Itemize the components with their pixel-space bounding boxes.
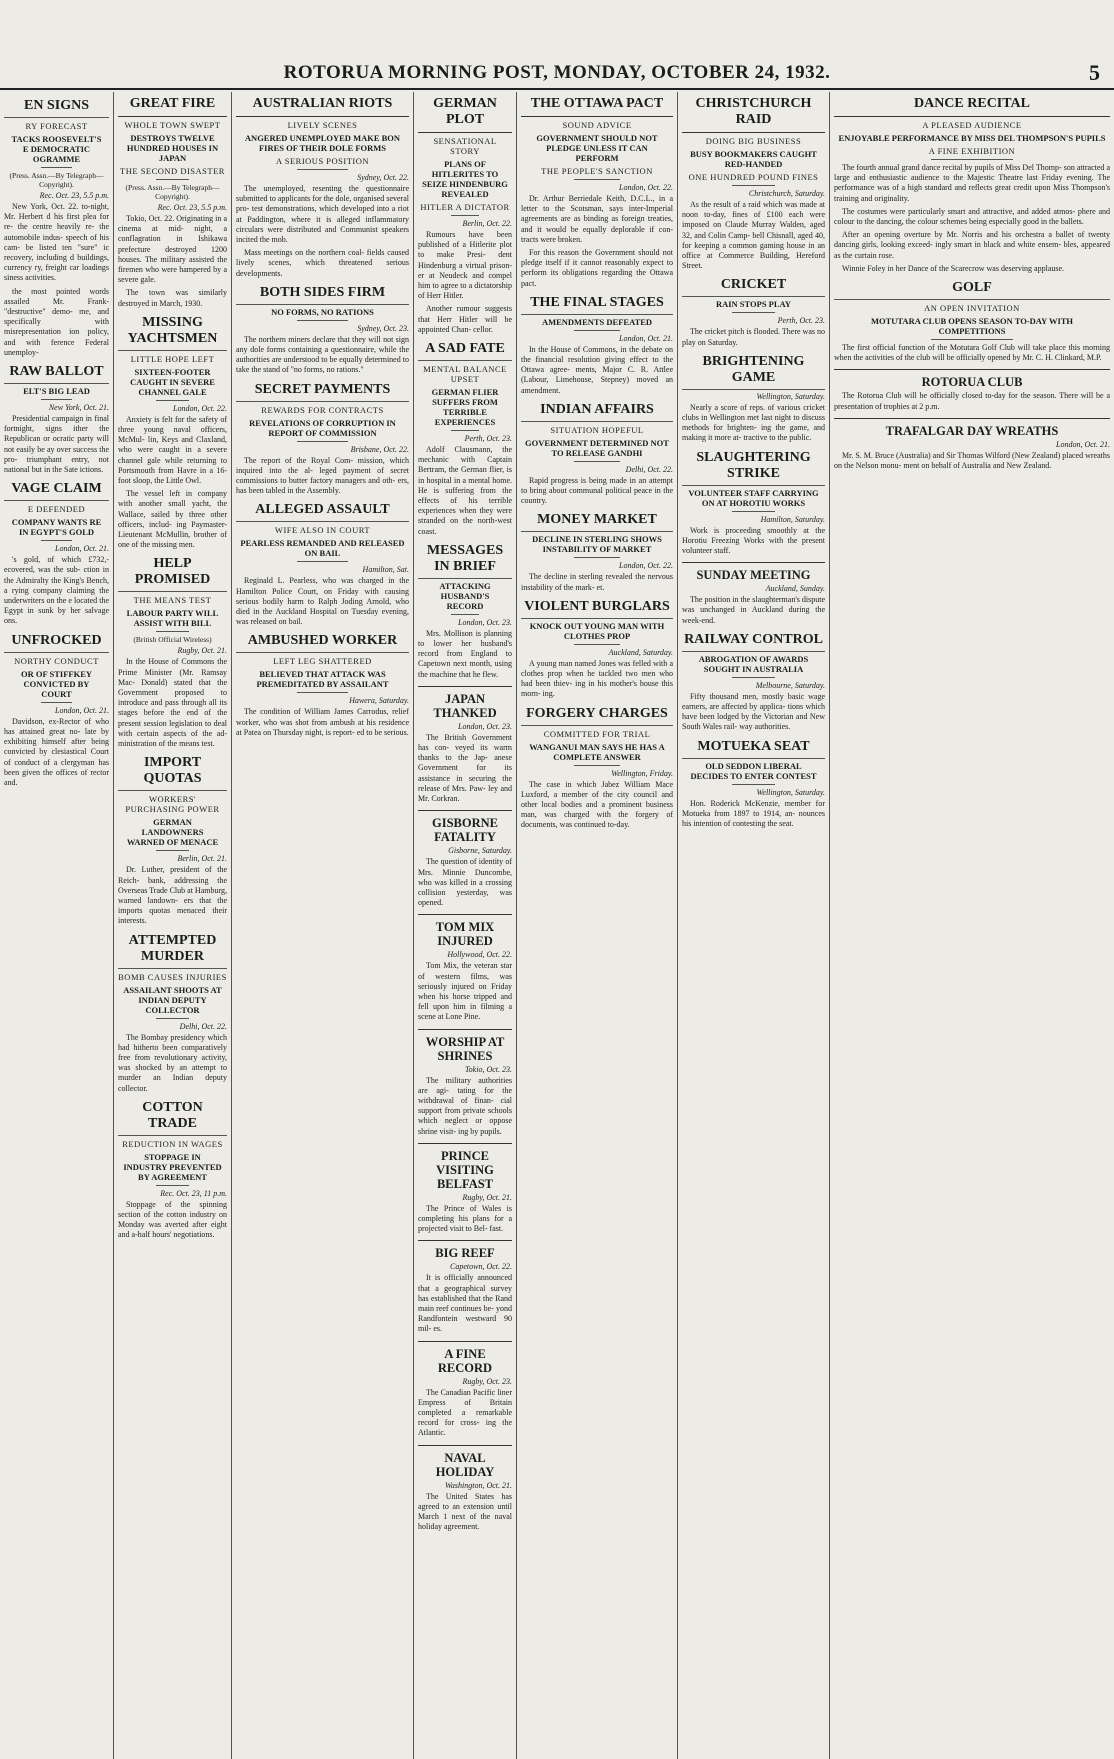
- dateline: Capetown, Oct. 22.: [450, 1262, 512, 1272]
- article-subhead: DOING BIG BUSINESS: [705, 136, 802, 146]
- short-rule: [156, 1018, 189, 1019]
- article-subhead: ONE HUNDRED POUND FINES: [688, 172, 819, 182]
- article-subhead: REWARDS FOR CONTRACTS: [261, 404, 384, 415]
- article-deck: AMENDMENTS DEFEATED: [541, 316, 653, 327]
- body-paragraph: The Prince of Wales is completing his plans for a projected visit to Bel- fast.: [418, 1203, 512, 1234]
- body-paragraph: The report of the Royal Com- mission, which inquired into the al- leged payment of secret commissions to butter factory managers and oth- ers, has been tabled in the Assembly.: [236, 455, 409, 496]
- column-header: THE OTTAWA PACT: [521, 92, 673, 117]
- short-rule: [931, 159, 1014, 160]
- body-paragraph: The fourth annual grand dance recital by pupils of Miss Del Thomp- son attracted a large and enthusiastic audience to the Majestic Theatre last Friday evening. The performance was of a high standard and reflects great credit upon Miss Thompson's training and originality.: [834, 163, 1110, 203]
- article: [418, 1143, 512, 1235]
- article-headline: RAILWAY CONTROL: [682, 632, 825, 652]
- body-paragraph: Mass meetings on the northern coal- fields caused lively scenes, which threatened serious developments.: [236, 248, 409, 278]
- article-subhead: SENSATIONAL STORY: [433, 136, 497, 156]
- column: [232, 92, 414, 1759]
- article: [834, 120, 1110, 274]
- article-headline: BRIGHTENING GAME: [682, 354, 825, 390]
- article-divider: [834, 369, 1110, 370]
- article-subhead: THE PEOPLE'S SANCTION: [541, 166, 653, 176]
- article-headline: BIG REEF: [435, 1246, 495, 1261]
- body-paragraph: The Canadian Pacific liner Empress of Britain completed a remarkable record for cross- ing the Atlantic.: [418, 1387, 512, 1438]
- article: [521, 120, 673, 289]
- article-deck: GOVERNMENT DETERMINED NOT TO RELEASE GANDHI: [525, 437, 669, 458]
- dateline: Sydney, Oct. 23.: [357, 323, 409, 333]
- dateline: Rec. Oct. 23, 11 p.m.: [160, 1188, 227, 1198]
- body-paragraph: Mrs. Mollison is planning to lower her husband's record from England to Capetown next month, using the machine that he flew.: [418, 628, 512, 679]
- body-paragraph: 's gold, of which £732,- ecovered, was the sub- ction in the Admiralty the King's Bench, a rying company claiming the underwriters on the e located the Egypt in sunk by her salvage ons.: [4, 555, 109, 626]
- dateline: Christchurch, Saturday.: [748, 189, 825, 198]
- body-paragraph: The vessel left in company with another small yacht, the Wallace, sailed by three other officers, includ- ing Paymaster-Lieutenant McMullin, brother of one of the missing men.: [118, 489, 227, 550]
- dateline: New York, Oct. 21.: [48, 403, 109, 413]
- short-rule: [451, 215, 479, 216]
- article-headline: VAGE CLAIM: [4, 481, 109, 501]
- article-deck: ELT'S BIG LEAD: [23, 386, 90, 397]
- short-rule: [931, 339, 1014, 340]
- body-paragraph: Stoppage of the spinning section of the cotton industry on Monday was averted after eight and a-half hours' negotiations.: [118, 1199, 227, 1240]
- article-subhead: REDUCTION IN WAGES: [122, 1138, 223, 1149]
- article: [4, 481, 109, 626]
- short-rule: [574, 557, 620, 558]
- article-deck: ENJOYABLE PERFORMANCE BY MISS DEL THOMPSON'S PUPILS: [838, 133, 1106, 143]
- dateline: Delhi, Oct. 22.: [179, 1021, 227, 1031]
- body-paragraph: Dr. Luther, president of the Reich- bank, addressing the Overseas Trade Club at Hamburg, warned landown- ers that the imports quotas menaced their interests.: [118, 865, 227, 926]
- article-divider: [418, 1445, 512, 1446]
- body-paragraph: Tom Mix, the veteran star of western films, was seriously injured on Friday when his horse tripped and fell upon him in filming a scene at Lone Pine.: [418, 961, 512, 1022]
- article-headline: ROTORUA CLUB: [921, 375, 1023, 390]
- article-subhead: A SERIOUS POSITION: [275, 156, 370, 166]
- body-paragraph: Fifty thousand men, mostly basic wage earners, are affected by applica- tions which have been lodged by the Victorian and New South Wales rail- way authorities.: [682, 691, 825, 732]
- article-deck: TACKS ROOSEVELT'S E DEMOCRATIC OGRAMME: [11, 134, 102, 164]
- article-subhead: THE SECOND DISASTER: [120, 166, 225, 176]
- article-headline: SECRET PAYMENTS: [236, 382, 409, 402]
- article: [4, 364, 109, 475]
- short-rule: [297, 692, 349, 693]
- article: [118, 120, 227, 309]
- article-deck: PLANS OF HITLERITES TO SEIZE HINDENBURG REVEALED: [422, 159, 508, 199]
- body-paragraph: In the House of Commons, in the debate on the financial resolution giving effect to the Ottawa agree- ments, Major C. R. Attlee (Labour, Limehouse, Stepney) moved an amendment.: [521, 344, 673, 395]
- article: [418, 1240, 512, 1334]
- body-paragraph: Mr. S. M. Bruce (Australia) and Sir Thomas Wilford (New Zealand) placed wreaths on the Nelson monu- ment on behalf of Australia and New Zealand.: [834, 450, 1110, 471]
- article-subhead: A FINE EXHIBITION: [928, 146, 1016, 156]
- body-paragraph: For this reason the Government should not pledge itself if it cannot reasonably expect to perform its obligations regarding the Ottawa pact.: [521, 248, 673, 288]
- article-headline: TRAFALGAR DAY WREATHS: [885, 423, 1059, 438]
- short-rule: [41, 399, 73, 400]
- article-divider: [418, 1143, 512, 1144]
- short-rule: [156, 1185, 189, 1186]
- body-paragraph: Hon. Roderick McKenzie, member for Motueka from 1897 to 1914, an- nounces his intention of contesting the seat.: [682, 798, 825, 829]
- article-headline: RAW BALLOT: [4, 364, 109, 384]
- body-paragraph: Davidson, ex-Rector of who has attained great no- late by exhibiting himself after being convicted by clesiastical Court of conduct of a clergyman has been given the offices of rector and.: [4, 716, 109, 787]
- article-divider: [418, 810, 512, 811]
- short-rule: [574, 461, 620, 462]
- short-rule: [732, 511, 775, 512]
- dateline: London, Oct. 21.: [55, 544, 109, 554]
- article-deck: OR OF STIFFKEY CONVICTED BY COURT: [21, 668, 92, 699]
- article-deck: STOPPAGE IN INDUSTRY PREVENTED BY AGREEMENT: [123, 1151, 222, 1182]
- dateline: Hollywood, Oct. 22.: [447, 950, 512, 960]
- dateline: Gisborne, Saturday.: [448, 846, 512, 856]
- body-paragraph: Another rumour suggests that Herr Hitler will be appointed Chan- cellor.: [418, 304, 512, 334]
- article: [236, 382, 409, 497]
- dateline: Perth, Oct. 23.: [464, 434, 512, 444]
- article-deck: WANGANUI MAN SAYS HE HAS A COMPLETE ANSWER: [529, 741, 665, 762]
- column: [414, 92, 517, 1759]
- dateline: Brisbane, Oct. 22.: [350, 444, 409, 454]
- body-paragraph: The Rotorua Club will be officially closed to-day for the season. There will be a presentation of trophies at 2 p.m.: [834, 391, 1110, 411]
- column-header: AUSTRALIAN RIOTS: [236, 92, 409, 117]
- article: [236, 502, 409, 627]
- article: [682, 136, 825, 271]
- body-paragraph: A young man named Jones was felled with a clothes prop when he tackled two men who had been thiev- ing in his mother's house this morn- ing.: [521, 658, 673, 699]
- article: [834, 280, 1110, 363]
- article-headline: FORGERY CHARGES: [521, 706, 673, 726]
- article-subhead: WORKERS' PURCHASING POWER: [125, 794, 220, 815]
- article-subhead: WHOLE TOWN SWEPT: [124, 120, 221, 130]
- body-paragraph: In the House of Commons the Prime Minister (Mr. Ramsay Mac- Donald) stated that the Government proposed to introduce and pass through all its stages before the end of the present session legislation to deal with certain aspects of the ad- ministration of the means test.: [118, 657, 227, 749]
- article-subhead: RY FORECAST: [25, 121, 88, 131]
- short-rule: [156, 850, 189, 851]
- article-headline: JAPAN THANKED: [433, 691, 497, 720]
- column: [517, 92, 678, 1759]
- body-paragraph: The decline in sterling revealed the nervous instability of the mark- et.: [521, 572, 673, 592]
- article-deck: REVELATIONS OF CORRUPTION IN REPORT OF COMMISSION: [249, 417, 396, 438]
- short-rule: [732, 312, 775, 313]
- wire-credit: (British Official Wireless): [133, 635, 212, 645]
- article: [118, 315, 227, 551]
- short-rule: [574, 765, 620, 766]
- short-rule: [451, 430, 479, 431]
- article-deck: COMPANY WANTS RE IN EGYPT'S GOLD: [11, 517, 102, 538]
- article-divider: [418, 1240, 512, 1241]
- dateline: Tokio, Oct. 23.: [464, 1064, 512, 1074]
- article: [521, 512, 673, 592]
- body-paragraph: It is officially announced that a geographical survey has established that the Rand main reef continues be- yond Randfontein westward 90 mil- es.: [418, 1273, 512, 1334]
- article-divider: [418, 686, 512, 687]
- dateline: Auckland, Sunday.: [765, 584, 825, 594]
- article: [682, 277, 825, 347]
- article-deck: ANGERED UNEMPLOYED MAKE BON FIRES OF THEIR DOLE FORMS: [244, 133, 401, 153]
- article-deck: GERMAN LANDOWNERS WARNED OF MENACE: [126, 817, 219, 848]
- dateline: Hamilton, Sat.: [362, 565, 409, 575]
- article-subhead: SOUND ADVICE: [562, 120, 632, 130]
- article-deck: ATTACKING HUSBAND'S RECORD: [439, 580, 491, 611]
- article: [4, 98, 109, 358]
- article-headline: THE FINAL STAGES: [521, 295, 673, 315]
- article: [682, 739, 825, 830]
- article: [118, 1100, 227, 1241]
- body-paragraph: The unemployed, resenting the questionnaire submitted to applicants for the dole, organised several pro- test demonstrations, which developed into a riot at Paddington, where it is alleged inflammatory circulars were distributed and Communist speakers incited the mob.: [236, 184, 409, 245]
- article-headline: A SAD FATE: [418, 341, 512, 361]
- column: [678, 92, 830, 1759]
- article-deck: BUSY BOOKMAKERS CAUGHT RED-HANDED: [690, 149, 817, 169]
- article-headline: WORSHIP AT SHRINES: [425, 1034, 505, 1063]
- body-paragraph: Presidential campaign in final fortnight, signs ither the Republican or ocratic party will not easily be ay over success the pro- triumphant entry, not national but in the Sate ictions.: [4, 414, 109, 475]
- dateline: Washington, Oct. 21.: [444, 1480, 512, 1490]
- article-subhead: THE MEANS TEST: [133, 595, 212, 606]
- short-rule: [451, 614, 479, 615]
- article-headline: MESSAGES IN BRIEF: [418, 543, 512, 579]
- dateline: Rugby, Oct. 23.: [462, 1376, 512, 1386]
- short-rule: [732, 784, 775, 785]
- body-paragraph: Winnie Foley in her Dance of the Scarecrow was deserving applause.: [842, 263, 1065, 273]
- article-headline: CRICKET: [682, 277, 825, 297]
- article-subhead: LITTLE HOPE LEFT: [130, 353, 215, 364]
- article-subhead: E DEFENDED: [27, 504, 86, 515]
- article: [4, 633, 109, 788]
- article-headline: AMBUSHED WORKER: [236, 633, 409, 653]
- article-deck: DESTROYS TWELVE HUNDRED HOUSES IN JAPAN: [126, 133, 219, 163]
- article-headline: TOM MIX INJURED: [435, 920, 495, 949]
- article: [682, 562, 825, 626]
- article: [521, 599, 673, 700]
- column-header: GREAT FIRE: [118, 92, 227, 117]
- column-header: GERMAN PLOT: [418, 92, 512, 133]
- body-paragraph: Anxiety is felt for the safety of three young naval officers, McMul- lin, Keys and Claxland, who were caught in a severe channel gale while returning to Portsmouth from Havre in a 16-foot sloop, the Little Owl.: [118, 414, 227, 486]
- article: [236, 285, 409, 376]
- wire-credit: (Press. Assn.—By Telegraph—Copyright).: [125, 183, 220, 201]
- masthead: [0, 58, 1114, 90]
- body-paragraph: Nearly a score of reps. of various cricket clubs in Wellington met last night to discuss methods for brighten- ing the game, and making it more at- tractive to the public.: [682, 402, 825, 443]
- dateline: Wellington, Saturday.: [756, 391, 825, 401]
- article-subhead: SITUATION HOPEFUL: [550, 424, 644, 435]
- body-paragraph: Work is proceeding smoothly at the Horotiu Freezing Works with the present volunteer staff.: [682, 525, 825, 556]
- article-subhead: BOMB CAUSES INJURIES: [118, 971, 227, 982]
- column-header: DANCE RECITAL: [834, 92, 1110, 117]
- article: [418, 1029, 512, 1137]
- body-paragraph: the most pointed words assailed Mr. Frank- "destructive" demo- me, and specifically with misrepresentation ion policy, and with ference Federal unemploy-: [4, 286, 109, 357]
- dateline: Rec. Oct. 23, 5.5 p.m.: [39, 191, 109, 200]
- article: [418, 914, 512, 1022]
- short-rule: [41, 540, 73, 541]
- body-paragraph: The costumes were particularly smart and attractive, and added atmos- phere and colour to the dancing, the colour schemes being especially good in the ballets.: [834, 206, 1110, 227]
- dateline: Wellington, Saturday.: [756, 787, 825, 797]
- dateline: Melbourne, Saturday.: [755, 680, 825, 690]
- body-paragraph: Dr. Arthur Berriedale Keith, D.C.L., in a letter to the Scotsman, says inter-Imperial agreements are as binding as foreign treaties, and it would be equally deplorable if con- tracts were broken.: [521, 194, 673, 244]
- article-deck: BELIEVED THAT ATTACK WAS PREMEDITATED BY ASSAILANT: [256, 669, 389, 690]
- article-deck: SIXTEEN-FOOTER CAUGHT IN SEVERE CHANNEL GALE: [130, 366, 215, 397]
- article-deck: RAIN STOPS PLAY: [715, 299, 792, 310]
- article-divider: [418, 1341, 512, 1342]
- article: [418, 1445, 512, 1533]
- article-headline: IMPORT QUOTAS: [118, 755, 227, 791]
- article-headline: COTTON TRADE: [118, 1100, 227, 1136]
- body-paragraph: The case in which Jabez William Mace Luxford, a member of the city council and other local bodies and a prominent business man, was charged with the forgery of documents, was continued to-day.: [521, 779, 673, 830]
- body-paragraph: Tokio, Oct. 22. Originating in a cinema at mid- night, a conflagration in Ishikawa prefecture destroyed 1200 houses. The military assisted the firemen who were hampered by a severe gale.: [118, 214, 227, 285]
- article: [418, 810, 512, 908]
- article-headline: NAVAL HOLIDAY: [435, 1450, 495, 1479]
- short-rule: [574, 644, 620, 645]
- article: [521, 295, 673, 396]
- article: [418, 1341, 512, 1439]
- article: [521, 402, 673, 507]
- short-rule: [297, 441, 349, 442]
- short-rule: [156, 631, 189, 632]
- dateline: Perth, Oct. 23.: [777, 316, 825, 326]
- body-paragraph: The military authorities are agi- tating for the withdrawal of finan- cial support from private schools which neglect or oppose shrine visit- ing by pupils.: [418, 1075, 512, 1136]
- body-paragraph: New York, Oct. 22. to-night, Mr. Herbert d his first plea for re- the centre heavily re- the automobile indus- speech of his cam- be listed ten "sure" ic recovery, including d buildings, currency ry, freight car loadings siness activities.: [4, 202, 109, 283]
- dateline: London, Oct. 22.: [619, 183, 673, 192]
- body-paragraph: The condition of William James Carrodus, relief worker, who was shot from ambush at his residence at Patea on Thursday night, is report- ed to be serious.: [236, 707, 409, 737]
- article-deck: MOTUTARA CLUB OPENS SEASON TO-DAY WITH COMPETITIONS: [870, 316, 1074, 337]
- article-headline: PRINCE VISITING BELFAST: [436, 1148, 494, 1191]
- article-subhead: HITLER A DICTATOR: [420, 202, 510, 212]
- short-rule: [732, 677, 775, 678]
- article: [682, 450, 825, 557]
- body-paragraph: The town was similarly destroyed in March, 1930.: [118, 288, 227, 308]
- body-paragraph: The United States has agreed to an extension until March 1 next of the naval holiday agreement.: [418, 1491, 512, 1532]
- article-subhead: WIFE ALSO IN COURT: [274, 525, 371, 536]
- article-deck: KNOCK OUT YOUNG MAN WITH CLOTHES PROP: [529, 620, 665, 641]
- article-deck: ASSAILANT SHOOTS AT INDIAN DEPUTY COLLECTOR: [123, 984, 222, 1015]
- body-paragraph: Rapid progress is being made in an attempt to bring about communal political peace in the country.: [521, 475, 673, 506]
- article: [682, 632, 825, 733]
- article-headline: ALLEGED ASSAULT: [236, 502, 409, 522]
- article-headline: ATTEMPTED MURDER: [118, 933, 227, 969]
- dateline: Berlin, Oct. 21.: [177, 854, 227, 864]
- masthead-title: ROTORUA MORNING POST, MONDAY, OCTOBER 24, 1932.: [283, 62, 831, 83]
- column: [0, 92, 114, 1759]
- article: [118, 556, 227, 749]
- short-rule: [41, 702, 73, 703]
- article-headline: INDIAN AFFAIRS: [521, 402, 673, 422]
- body-paragraph: Reginald L. Pearless, who was charged in the Hamilton Police Court, on Friday with causing serious bodily harm to Ralph Joding Arnold, who died in the Auckland Hospital on Tuesday evening, was released on bail.: [236, 576, 409, 627]
- dateline: Hawera, Saturday.: [349, 696, 409, 706]
- article: [834, 369, 1110, 411]
- column: [114, 92, 232, 1759]
- article-headline: A FINE RECORD: [437, 1346, 493, 1375]
- article-headline: GISBORNE FATALITY: [432, 816, 498, 845]
- short-rule: [156, 179, 189, 180]
- short-rule: [156, 400, 189, 401]
- article-headline: HELP PROMISED: [118, 556, 227, 592]
- column-header: CHRISTCHURCH RAID: [682, 92, 825, 133]
- article-subhead: A PLEASED AUDIENCE: [922, 120, 1022, 130]
- article-headline: BOTH SIDES FIRM: [236, 285, 409, 305]
- dateline: Rugby, Oct. 21.: [177, 646, 227, 656]
- body-paragraph: The first official function of the Motutara Golf Club will take place this morning when the activities of the club will be officially opened by Mr. C. H. Clinkard, M.P.: [834, 343, 1110, 363]
- short-rule: [297, 169, 349, 170]
- article: [418, 543, 512, 680]
- dateline: London, Oct. 21.: [619, 333, 673, 343]
- article-headline: SLAUGHTERING STRIKE: [682, 450, 825, 486]
- body-paragraph: Rumours have been published of a Hitlerite plot to make Presi- dent Hindenburg a virtual prison- er at Neudeck and compel him to agree to a dictatorship of Herr Hitler.: [418, 230, 512, 301]
- body-paragraph: As the result of a raid which was made at noon to-day, fines of £100 each were imposed on Claude Murray Walden, aged 32, and Colin Camp- bell Chisnall, aged 40, for keeping a common gaming house in an office at Commerce Building, Hereford Street.: [682, 200, 825, 271]
- body-paragraph: Adolf Clausmann, the mechanic with Captain Bertram, the German flier, is in hospital in a mental home. He is suffering from the effects of his terrible experiences when they were stranded on the north-west coast.: [418, 445, 512, 536]
- article-divider: [834, 418, 1110, 419]
- article-subhead: LEFT LEG SHATTERED: [273, 656, 372, 667]
- article-headline: MONEY MARKET: [521, 512, 673, 532]
- dateline: London, Oct. 23.: [458, 617, 512, 627]
- dateline: Berlin, Oct. 22.: [462, 219, 512, 228]
- article-deck: GOVERNMENT SHOULD NOT PLEDGE UNLESS IT CAN PERFORM: [536, 133, 658, 163]
- article: [418, 341, 512, 537]
- article: [682, 354, 825, 444]
- article-deck: NO FORMS, NO RATIONS: [271, 306, 374, 317]
- article-divider: [682, 562, 825, 563]
- body-paragraph: The British Government has con- veyed its warm thanks to the Jap- anese Government for its assistance in securing the release of Mrs. Paw- ley and Mr. Corkran.: [418, 732, 512, 804]
- article-subhead: AN OPEN INVITATION: [924, 303, 1020, 314]
- wire-credit: (Press. Assn.—By Telegraph—Copyright).: [9, 171, 104, 189]
- short-rule: [732, 185, 775, 186]
- body-paragraph: The cricket pitch is flooded. There was no play on Saturday.: [682, 327, 825, 347]
- dateline: Wellington, Friday.: [611, 768, 673, 778]
- article-subhead: NORTHY CONDUCT: [14, 655, 99, 666]
- article-subhead: MENTAL BALANCE UPSET: [423, 364, 507, 385]
- short-rule: [574, 330, 620, 331]
- short-rule: [574, 179, 620, 180]
- body-paragraph: The northern miners declare that they will not sign any dole forms containing a questionnaire, while the authorities are understood to be equally determined to take the stand of "no forms, no rations.": [236, 334, 409, 375]
- dateline: London, Oct. 22.: [173, 403, 227, 413]
- article-deck: GERMAN FLIER SUFFERS FROM TERRIBLE EXPERIENCES: [431, 387, 499, 428]
- dateline: London, Oct. 22.: [619, 561, 673, 571]
- article-deck: OLD SEDDON LIBERAL DECIDES TO ENTER CONTEST: [690, 760, 817, 781]
- article-deck: VOLUNTEER STAFF CARRYING ON AT HOROTIU WORKS: [688, 487, 819, 508]
- article-deck: DECLINE IN STERLING SHOWS INSTABILITY OF MARKET: [532, 534, 662, 555]
- dateline: Auckland, Saturday.: [608, 647, 673, 657]
- dateline: Delhi, Oct. 22.: [625, 464, 673, 474]
- article-deck: ABROGATION OF AWARDS SOUGHT IN AUSTRALIA: [698, 653, 809, 674]
- article-headline: VIOLENT BURGLARS: [521, 599, 673, 619]
- article: [418, 686, 512, 804]
- column: [830, 92, 1114, 1759]
- article: [521, 706, 673, 831]
- body-paragraph: After an opening overture by Mr. Norris and his orchestra a ballet of twenty dancing girls, looking exceed- ingly smart in black and white ensem- bles, appeared as the curtain rose.: [834, 230, 1110, 260]
- short-rule: [297, 561, 349, 562]
- article: [118, 933, 227, 1094]
- article: [834, 418, 1110, 471]
- body-paragraph: The position in the slaughterman's dispute was unchanged in Auckland during the week-end.: [682, 595, 825, 625]
- article-headline: SUNDAY MEETING: [696, 568, 811, 583]
- article-subhead: COMMITTED FOR TRIAL: [543, 728, 651, 739]
- dateline: Rec. Oct. 23, 5.5 p.m.: [157, 203, 227, 212]
- article-headline: GOLF: [834, 280, 1110, 300]
- columns-container: [0, 92, 1114, 1759]
- dateline: Hamilton, Saturday.: [760, 514, 825, 524]
- article-deck: PEARLESS REMANDED AND RELEASED ON BAIL: [240, 538, 405, 559]
- article-deck: LABOUR PARTY WILL ASSIST WITH BILL: [126, 608, 219, 629]
- article-subhead: LIVELY SCENES: [287, 120, 358, 130]
- article: [236, 633, 409, 738]
- dateline: Sydney, Oct. 22.: [357, 173, 409, 182]
- article: [418, 136, 512, 335]
- dateline: Rugby, Oct. 21.: [462, 1192, 512, 1202]
- dateline: London, Oct. 21.: [1056, 439, 1110, 449]
- article-headline: MISSING YACHTSMEN: [118, 315, 227, 351]
- article: [118, 755, 227, 926]
- article-divider: [418, 1029, 512, 1030]
- article-divider: [418, 914, 512, 915]
- short-rule: [297, 320, 349, 321]
- page-number: 5: [1089, 60, 1100, 85]
- body-paragraph: The Bombay presidency which had hitherto been comparatively free from revolutionary activity, was shocked by an attempt to murder an Indian deputy collector.: [118, 1032, 227, 1093]
- article-headline: MOTUEKA SEAT: [682, 739, 825, 759]
- dateline: London, Oct. 21.: [55, 705, 109, 715]
- short-rule: [41, 167, 73, 168]
- body-paragraph: The question of identity of Mrs. Minnie Duncombe, who was killed in a crossing collision yesterday, was opened.: [418, 857, 512, 908]
- article-headline: UNFROCKED: [4, 633, 109, 653]
- article-headline: EN SIGNS: [4, 98, 109, 118]
- article: [236, 120, 409, 279]
- dateline: London, Oct. 23.: [458, 721, 512, 731]
